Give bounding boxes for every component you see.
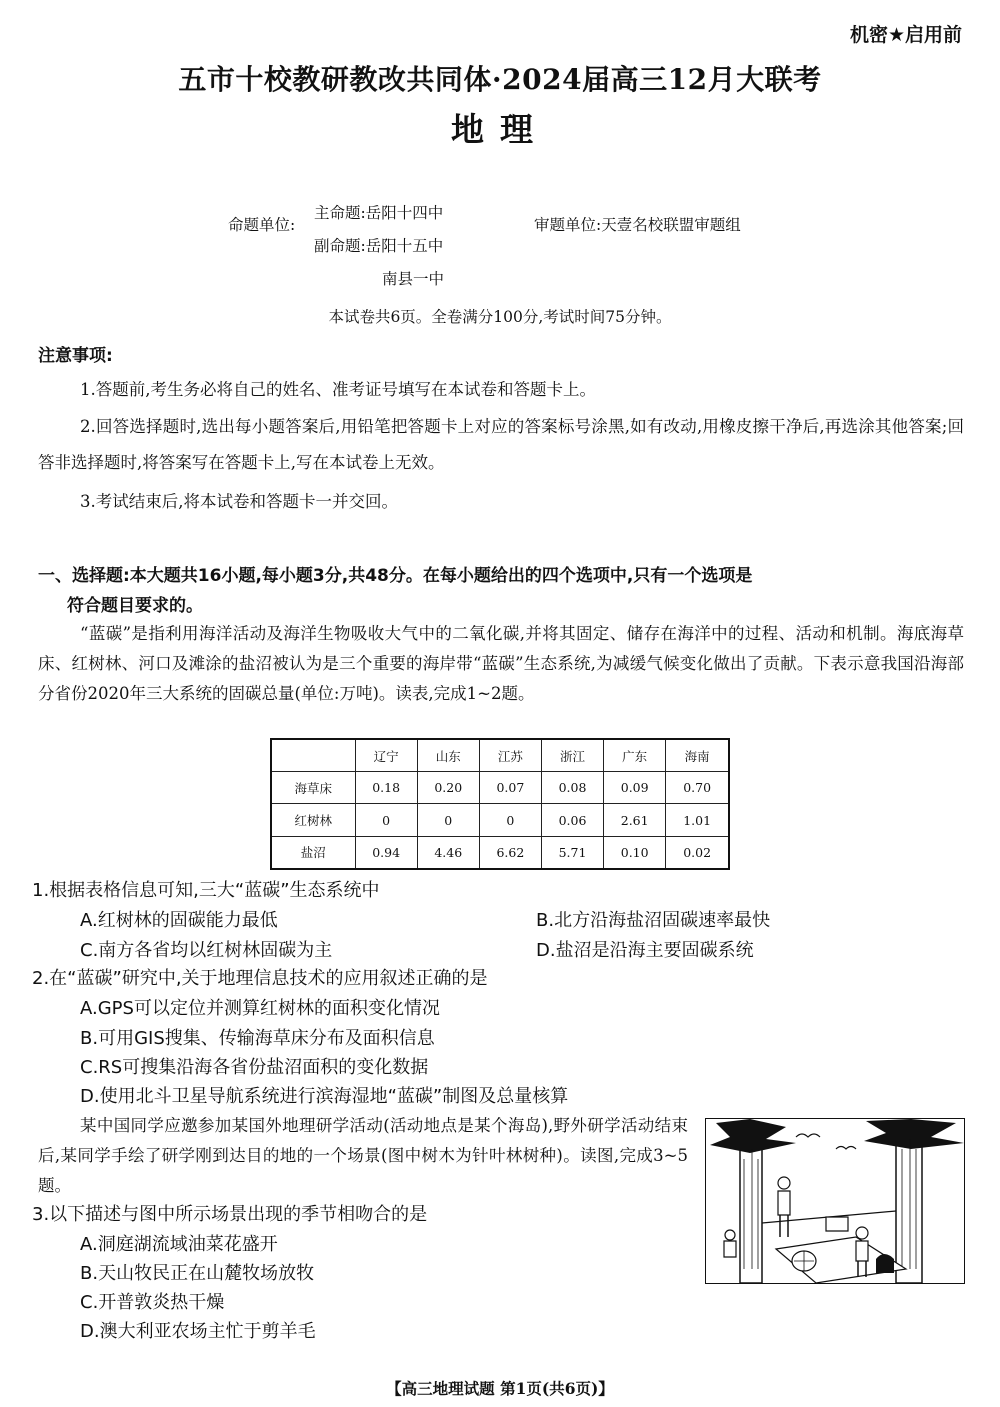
authors-label: 命题单位: [228,216,296,234]
question-1-option-b: B.北方沿海盐沼固碳速率最快 [536,910,771,931]
question-2-option-c: C.RS可搜集沿海各省份盐沼面积的变化数据 [80,1057,429,1078]
table-cell: 0 [355,804,417,836]
section-heading-line2: 符合题目要求的。 [67,596,203,616]
table-cell: 0.10 [604,836,666,869]
page-footer: 【高三地理试题 第1页(共6页)】 [386,1379,614,1398]
section-heading [38,561,968,621]
question-3-option-d: D.澳大利亚农场主忙于剪羊毛 [80,1321,316,1342]
subject-title: 地理 [451,110,549,149]
table-header-cell [271,739,355,772]
main-author: 主命题:岳阳十四中 [314,204,444,222]
table-cell: 4.46 [417,836,479,869]
table-cell: 0.94 [355,836,417,869]
notice-item-3: 3.考试结束后,将本试卷和答题卡一并交回。 [80,492,398,511]
question-2-option-a: A.GPS可以定位并测算红树林的面积变化情况 [80,998,440,1019]
exam-title: 五市十校教研教改共同体·2024届高三12月大联考 [178,63,822,96]
question-3-option-c: C.开普敦炎热干燥 [80,1292,225,1313]
table-header-cell: 广东 [604,739,666,772]
table-cell: 0.07 [479,772,541,804]
table-cell: 红树林 [271,804,355,836]
field-scene-drawing [706,1119,964,1283]
table-cell: 0.08 [541,772,603,804]
table-row [271,772,729,804]
passage-1: “蓝碳”是指利用海洋活动及海洋生物吸收大气中的二氧化碳,并将其固定、储存在海洋中的过程、活动和机制。海底海草床、红树林、河口及滩涂的盐沼被认为是三个重要的海岸带“蓝碳”生态系统,为减缓气候变化做出了贡献。下表示意我国沿海部分省份2020年三大系统的固碳总量(单位:万吨)。读表,完成1~2题。 [38,624,964,703]
reviewer: 审题单位:天壹名校联盟审题组 [534,216,741,234]
table-cell: 0.18 [355,772,417,804]
table-row [271,804,729,836]
exam-info: 本试卷共6页。全卷满分100分,考试时间75分钟。 [328,308,672,326]
table-cell: 1.01 [666,804,729,836]
table-header-cell: 江苏 [479,739,541,772]
table-cell: 0.09 [604,772,666,804]
secret-mark: 机密★启用前 [849,24,962,46]
question-3-stem: 3.以下描述与图中所示场景出现的季节相吻合的是 [32,1204,428,1225]
table-cell: 0 [417,804,479,836]
question-2-option-d: D.使用北斗卫星导航系统进行滨海湿地“蓝碳”制图及总量核算 [80,1086,569,1107]
table-header-cell: 山东 [417,739,479,772]
table-row [271,836,729,869]
table-header-cell: 辽宁 [355,739,417,772]
notice-heading: 注意事项: [38,346,113,366]
table-cell: 0.02 [666,836,729,869]
question-1-option-a: A.红树林的固碳能力最低 [80,910,278,931]
question-3-option-b: B.天山牧民正在山麓牧场放牧 [80,1263,315,1284]
table-cell: 盐沼 [271,836,355,869]
table-cell: 0.70 [666,772,729,804]
table-cell: 0.20 [417,772,479,804]
table-cell: 0 [479,804,541,836]
question-3-option-a: A.洞庭湖流域油菜花盛开 [80,1234,278,1255]
question-2-stem: 2.在“蓝碳”研究中,关于地理信息技术的应用叙述正确的是 [32,968,488,989]
table-header-cell: 浙江 [541,739,603,772]
table-cell: 0.06 [541,804,603,836]
carbon-table [270,738,730,870]
third-author: 南县一中 [382,270,445,288]
table-header-row [271,739,729,772]
table-cell: 2.61 [604,804,666,836]
table-cell: 6.62 [479,836,541,869]
table-cell: 海草床 [271,772,355,804]
table-cell: 5.71 [541,836,603,869]
section-heading-line1: 一、选择题:本大题共16小题,每小题3分,共48分。在每小题给出的四个选项中,只有一个选项是 [38,566,753,586]
notice-item-1: 1.答题前,考生务必将自己的姓名、准考证号填写在本试卷和答题卡上。 [80,380,596,399]
question-1-option-d: D.盐沼是沿海主要固碳系统 [536,940,754,961]
notice-item-2: 2.回答选择题时,选出每小题答案后,用铅笔把答题卡上对应的答案标号涂黑,如有改动,用橡皮擦干净后,再选涂其他答案;回答非选择题时,将答案写在答题卡上,写在本试卷上无效。 [38,417,964,472]
question-1-option-c: C.南方各省均以红树林固碳为主 [80,940,333,961]
deputy-author: 副命题:岳阳十五中 [314,237,444,255]
question-2-option-b: B.可用GIS搜集、传输海草床分布及面积信息 [80,1028,435,1049]
passage-2: 某中国同学应邀参加某国外地理研学活动(活动地点是某个海岛),野外研学活动结束后,某同学手绘了研学刚到达目的地的一个场景(图中树木为针叶林树种)。读图,完成3~5题。 [38,1116,688,1195]
table-header-cell: 海南 [666,739,729,772]
question-1-stem: 1.根据表格信息可知,三大“蓝碳”生态系统中 [32,880,380,901]
field-scene-sketch [705,1118,965,1284]
